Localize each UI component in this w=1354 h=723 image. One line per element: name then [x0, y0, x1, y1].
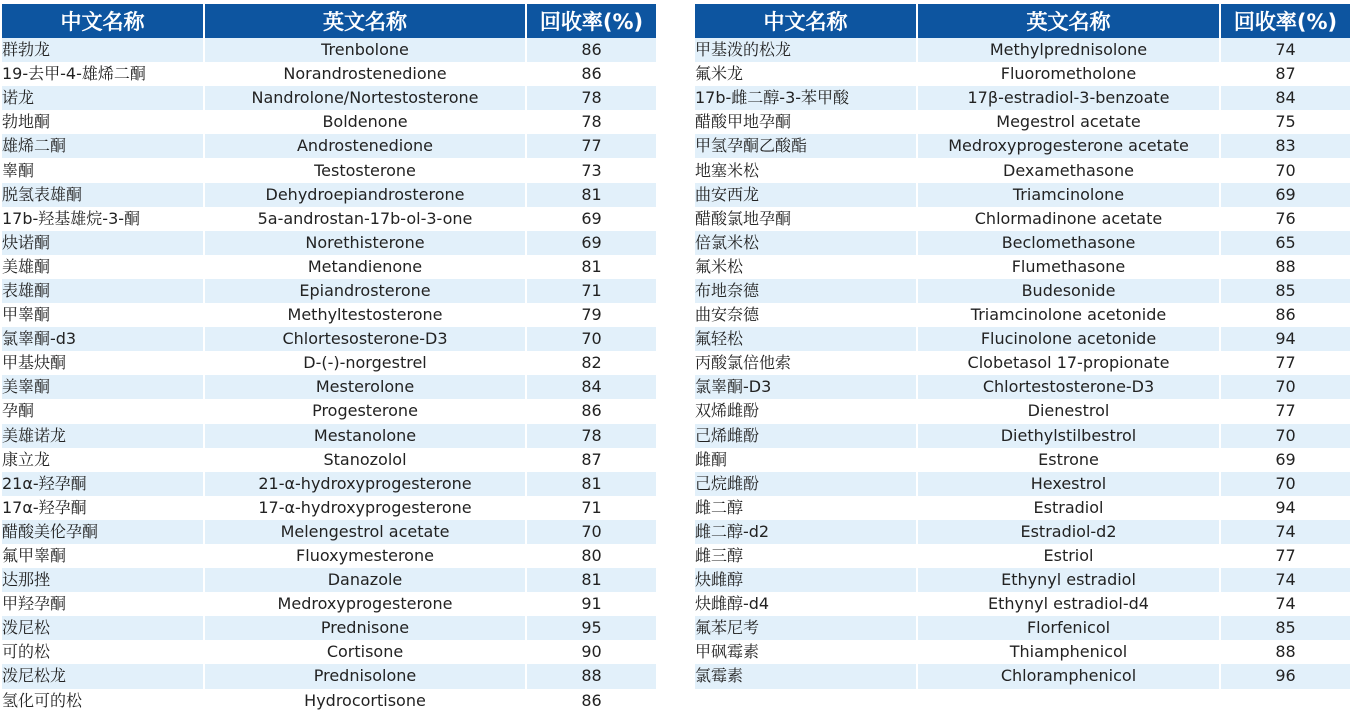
chinese-name-cell: 美睾酮 [2, 375, 204, 399]
recovery-rate-cell: 88 [1220, 255, 1350, 279]
chinese-name-cell: 甲砜霉素 [695, 640, 917, 664]
chinese-name-cell: 美雄酮 [2, 255, 204, 279]
chinese-name-cell: 睾酮 [2, 158, 204, 182]
table-row [695, 448, 1350, 472]
recovery-rate-cell: 71 [526, 279, 656, 303]
table-row [2, 183, 656, 207]
recovery-rate-cell: 90 [526, 640, 656, 664]
table-row [2, 255, 656, 279]
recovery-rate-cell: 91 [526, 592, 656, 616]
table-row [2, 640, 656, 664]
chinese-name-cell: 21α-羟孕酮 [2, 472, 204, 496]
english-name-cell: Norandrostenedione [204, 62, 526, 86]
chinese-name-cell: 醋酸氯地孕酮 [695, 207, 917, 231]
chinese-name-cell: 醋酸美伦孕酮 [2, 520, 204, 544]
chinese-name-cell: 氢化可的松 [2, 689, 204, 713]
chinese-name-cell: 甲基炔酮 [2, 351, 204, 375]
chinese-name-cell: 甲睾酮 [2, 303, 204, 327]
table-row [2, 351, 656, 375]
english-name-cell: Clobetasol 17-propionate [917, 351, 1220, 375]
chinese-name-cell: 雌酮 [695, 448, 917, 472]
english-name-cell: Fluoxymesterone [204, 544, 526, 568]
recovery-rate-cell: 77 [526, 134, 656, 158]
table-row [695, 496, 1350, 520]
recovery-rate-cell: 77 [1220, 544, 1350, 568]
recovery-rate-cell: 76 [1220, 207, 1350, 231]
recovery-rate-cell: 77 [1220, 351, 1350, 375]
chinese-name-cell: 氟苯尼考 [695, 616, 917, 640]
chinese-name-cell: 美雄诺龙 [2, 424, 204, 448]
english-name-cell: Beclomethasone [917, 231, 1220, 255]
recovery-rate-cell: 70 [526, 327, 656, 351]
recovery-rate-cell: 84 [1220, 86, 1350, 110]
english-name-cell: Estradiol [917, 496, 1220, 520]
english-name-cell: Estriol [917, 544, 1220, 568]
chinese-name-cell: 达那挫 [2, 568, 204, 592]
table-row [2, 399, 656, 423]
chinese-name-cell: 己烷雌酚 [695, 472, 917, 496]
recovery-rate-cell: 94 [1220, 327, 1350, 351]
chinese-name-cell: 雌二醇-d2 [695, 520, 917, 544]
table-row [2, 448, 656, 472]
english-name-cell: Dexamethasone [917, 158, 1220, 182]
header-chinese-name: 中文名称 [695, 4, 917, 38]
english-name-cell: Norethisterone [204, 231, 526, 255]
english-name-cell: Melengestrol acetate [204, 520, 526, 544]
recovery-rate-cell: 85 [1220, 279, 1350, 303]
table-row [695, 544, 1350, 568]
recovery-rate-cell: 88 [526, 664, 656, 688]
recovery-rate-cell: 74 [1220, 520, 1350, 544]
recovery-rate-cell: 71 [526, 496, 656, 520]
english-name-cell: Diethylstilbestrol [917, 424, 1220, 448]
table-row [695, 592, 1350, 616]
recovery-rate-cell: 95 [526, 616, 656, 640]
chinese-name-cell: 诺龙 [2, 86, 204, 110]
chinese-name-cell: 布地奈德 [695, 279, 917, 303]
recovery-rate-cell: 78 [526, 110, 656, 134]
chinese-name-cell: 炔雌醇 [695, 568, 917, 592]
chinese-name-cell: 脱氢表雄酮 [2, 183, 204, 207]
chinese-name-cell: 氟米龙 [695, 62, 917, 86]
chinese-name-cell: 氯霉素 [695, 664, 917, 688]
table-row [695, 520, 1350, 544]
recovery-rate-cell: 79 [526, 303, 656, 327]
table-row [695, 110, 1350, 134]
table-row [695, 664, 1350, 688]
chinese-name-cell: 17α-羟孕酮 [2, 496, 204, 520]
english-name-cell: Boldenone [204, 110, 526, 134]
table-row [2, 544, 656, 568]
table-row [695, 568, 1350, 592]
english-name-cell: Cortisone [204, 640, 526, 664]
recovery-rate-cell: 74 [1220, 38, 1350, 62]
chinese-name-cell: 雌二醇 [695, 496, 917, 520]
recovery-rate-cell: 85 [1220, 616, 1350, 640]
chinese-name-cell: 炔诺酮 [2, 231, 204, 255]
english-name-cell: Prednisolone [204, 664, 526, 688]
recovery-rate-cell: 69 [1220, 183, 1350, 207]
english-name-cell: Dehydroepiandrosterone [204, 183, 526, 207]
english-name-cell: Metandienone [204, 255, 526, 279]
english-name-cell: 17-α-hydroxyprogesterone [204, 496, 526, 520]
table-row [695, 327, 1350, 351]
chinese-name-cell: 双烯雌酚 [695, 399, 917, 423]
english-name-cell: 17β-estradiol-3-benzoate [917, 86, 1220, 110]
english-name-cell: Thiamphenicol [917, 640, 1220, 664]
chinese-name-cell: 甲基泼的松龙 [695, 38, 917, 62]
table-row [2, 207, 656, 231]
chinese-name-cell: 雌三醇 [695, 544, 917, 568]
chinese-name-cell: 氯睾酮-d3 [2, 327, 204, 351]
recovery-rate-cell: 70 [1220, 424, 1350, 448]
english-name-cell: Chlortesosterone-D3 [204, 327, 526, 351]
english-name-cell: Trenbolone [204, 38, 526, 62]
recovery-rate-cell: 81 [526, 255, 656, 279]
english-name-cell: Ethynyl estradiol [917, 568, 1220, 592]
english-name-cell: Triamcinolone acetonide [917, 303, 1220, 327]
table-row [2, 327, 656, 351]
table-row [2, 86, 656, 110]
chinese-name-cell: 17b-羟基雄烷-3-酮 [2, 207, 204, 231]
table-row [695, 640, 1350, 664]
english-name-cell: Megestrol acetate [917, 110, 1220, 134]
chinese-name-cell: 醋酸甲地孕酮 [695, 110, 917, 134]
table-row [2, 110, 656, 134]
table-row [2, 472, 656, 496]
right-recovery-table [695, 4, 1350, 689]
recovery-rate-cell: 86 [526, 38, 656, 62]
chinese-name-cell: 曲安西龙 [695, 183, 917, 207]
recovery-rate-cell: 77 [1220, 399, 1350, 423]
english-name-cell: Methyltestosterone [204, 303, 526, 327]
table-row [2, 520, 656, 544]
english-name-cell: 21-α-hydroxyprogesterone [204, 472, 526, 496]
table-row [2, 616, 656, 640]
english-name-cell: Medroxyprogesterone acetate [917, 134, 1220, 158]
table-row [695, 616, 1350, 640]
recovery-rate-cell: 86 [1220, 303, 1350, 327]
english-name-cell: Hexestrol [917, 472, 1220, 496]
recovery-rate-cell: 96 [1220, 664, 1350, 688]
table-row [695, 158, 1350, 182]
chinese-name-cell: 泼尼松龙 [2, 664, 204, 688]
header-recovery-rate: 回收率(%) [526, 4, 656, 38]
recovery-rate-cell: 81 [526, 183, 656, 207]
table-row [695, 399, 1350, 423]
english-name-cell: Florfenicol [917, 616, 1220, 640]
chinese-name-cell: 19-去甲-4-雄烯二酮 [2, 62, 204, 86]
chinese-name-cell: 孕酮 [2, 399, 204, 423]
english-name-cell: 5a-androstan-17b-ol-3-one [204, 207, 526, 231]
table-row [695, 62, 1350, 86]
english-name-cell: Mesterolone [204, 375, 526, 399]
english-name-cell: Mestanolone [204, 424, 526, 448]
chinese-name-cell: 泼尼松 [2, 616, 204, 640]
english-name-cell: Flucinolone acetonide [917, 327, 1220, 351]
table-row [695, 375, 1350, 399]
recovery-rate-cell: 70 [1220, 375, 1350, 399]
table-row [695, 38, 1350, 62]
chinese-name-cell: 氟甲睾酮 [2, 544, 204, 568]
english-name-cell: Fluorometholone [917, 62, 1220, 86]
english-name-cell: Medroxyprogesterone [204, 592, 526, 616]
recovery-rate-cell: 69 [526, 231, 656, 255]
english-name-cell: Chloramphenicol [917, 664, 1220, 688]
chinese-name-cell: 甲羟孕酮 [2, 592, 204, 616]
chinese-name-cell: 氟米松 [695, 255, 917, 279]
table-row [2, 134, 656, 158]
recovery-rate-cell: 69 [526, 207, 656, 231]
recovery-rate-cell: 80 [526, 544, 656, 568]
english-name-cell: Chlortestosterone-D3 [917, 375, 1220, 399]
chinese-name-cell: 曲安奈德 [695, 303, 917, 327]
table-row [2, 62, 656, 86]
english-name-cell: Epiandrosterone [204, 279, 526, 303]
recovery-rate-cell: 87 [526, 448, 656, 472]
recovery-rate-cell: 70 [526, 520, 656, 544]
table-row [2, 424, 656, 448]
recovery-rate-cell: 70 [1220, 158, 1350, 182]
header-english-name: 英文名称 [917, 4, 1220, 38]
table-row [2, 38, 656, 62]
chinese-name-cell: 表雄酮 [2, 279, 204, 303]
recovery-rate-cell: 74 [1220, 592, 1350, 616]
recovery-rate-cell: 88 [1220, 640, 1350, 664]
recovery-rate-cell: 73 [526, 158, 656, 182]
chinese-name-cell: 氟轻松 [695, 327, 917, 351]
chinese-name-cell: 氯睾酮-D3 [695, 375, 917, 399]
table-row [695, 86, 1350, 110]
table-row [695, 255, 1350, 279]
table-row [2, 231, 656, 255]
table-row [2, 279, 656, 303]
recovery-rate-cell: 78 [526, 424, 656, 448]
english-name-cell: Budesonide [917, 279, 1220, 303]
chinese-name-cell: 地塞米松 [695, 158, 917, 182]
left-header-row [2, 4, 656, 38]
table-row [695, 303, 1350, 327]
recovery-rate-cell: 86 [526, 399, 656, 423]
table-row [695, 424, 1350, 448]
table-row [2, 664, 656, 688]
english-name-cell: Ethynyl estradiol-d4 [917, 592, 1220, 616]
english-name-cell: Chlormadinone acetate [917, 207, 1220, 231]
table-row [695, 231, 1350, 255]
table-row [2, 568, 656, 592]
right-header-row [695, 4, 1350, 38]
left-recovery-table [2, 4, 656, 713]
header-english-name: 英文名称 [204, 4, 526, 38]
chinese-name-cell: 可的松 [2, 640, 204, 664]
table-row [695, 351, 1350, 375]
chinese-name-cell: 己烯雌酚 [695, 424, 917, 448]
table-row [2, 303, 656, 327]
recovery-rate-cell: 86 [526, 62, 656, 86]
english-name-cell: Nandrolone/Nortestosterone [204, 86, 526, 110]
table-row [2, 158, 656, 182]
chinese-name-cell: 17b-雌二醇-3-苯甲酸 [695, 86, 917, 110]
table-row [695, 183, 1350, 207]
table-row [2, 496, 656, 520]
table-row [695, 134, 1350, 158]
chinese-name-cell: 勃地酮 [2, 110, 204, 134]
recovery-rate-cell: 78 [526, 86, 656, 110]
english-name-cell: Androstenedione [204, 134, 526, 158]
english-name-cell: Methylprednisolone [917, 38, 1220, 62]
recovery-rate-cell: 65 [1220, 231, 1350, 255]
english-name-cell: Triamcinolone [917, 183, 1220, 207]
header-chinese-name: 中文名称 [2, 4, 204, 38]
recovery-rate-cell: 81 [526, 568, 656, 592]
english-name-cell: Prednisone [204, 616, 526, 640]
recovery-rate-cell: 81 [526, 472, 656, 496]
recovery-rate-cell: 74 [1220, 568, 1350, 592]
chinese-name-cell: 雄烯二酮 [2, 134, 204, 158]
table-row [695, 279, 1350, 303]
recovery-rate-cell: 82 [526, 351, 656, 375]
table-row [2, 592, 656, 616]
english-name-cell: D-(-)-norgestrel [204, 351, 526, 375]
english-name-cell: Testosterone [204, 158, 526, 182]
english-name-cell: Progesterone [204, 399, 526, 423]
chinese-name-cell: 丙酸氯倍他索 [695, 351, 917, 375]
table-row [695, 472, 1350, 496]
english-name-cell: Hydrocortisone [204, 689, 526, 713]
table-row [2, 689, 656, 713]
header-recovery-rate: 回收率(%) [1220, 4, 1350, 38]
recovery-rate-cell: 87 [1220, 62, 1350, 86]
chinese-name-cell: 炔雌醇-d4 [695, 592, 917, 616]
recovery-rate-cell: 83 [1220, 134, 1350, 158]
english-name-cell: Stanozolol [204, 448, 526, 472]
recovery-rate-cell: 94 [1220, 496, 1350, 520]
recovery-rate-cell: 75 [1220, 110, 1350, 134]
table-row [695, 207, 1350, 231]
english-name-cell: Dienestrol [917, 399, 1220, 423]
english-name-cell: Estrone [917, 448, 1220, 472]
english-name-cell: Danazole [204, 568, 526, 592]
english-name-cell: Flumethasone [917, 255, 1220, 279]
recovery-rate-cell: 84 [526, 375, 656, 399]
recovery-rate-cell: 70 [1220, 472, 1350, 496]
recovery-rate-cell: 69 [1220, 448, 1350, 472]
chinese-name-cell: 群勃龙 [2, 38, 204, 62]
chinese-name-cell: 倍氯米松 [695, 231, 917, 255]
english-name-cell: Estradiol-d2 [917, 520, 1220, 544]
chinese-name-cell: 康立龙 [2, 448, 204, 472]
recovery-rate-cell: 86 [526, 689, 656, 713]
chinese-name-cell: 甲氢孕酮乙酸酯 [695, 134, 917, 158]
table-row [2, 375, 656, 399]
